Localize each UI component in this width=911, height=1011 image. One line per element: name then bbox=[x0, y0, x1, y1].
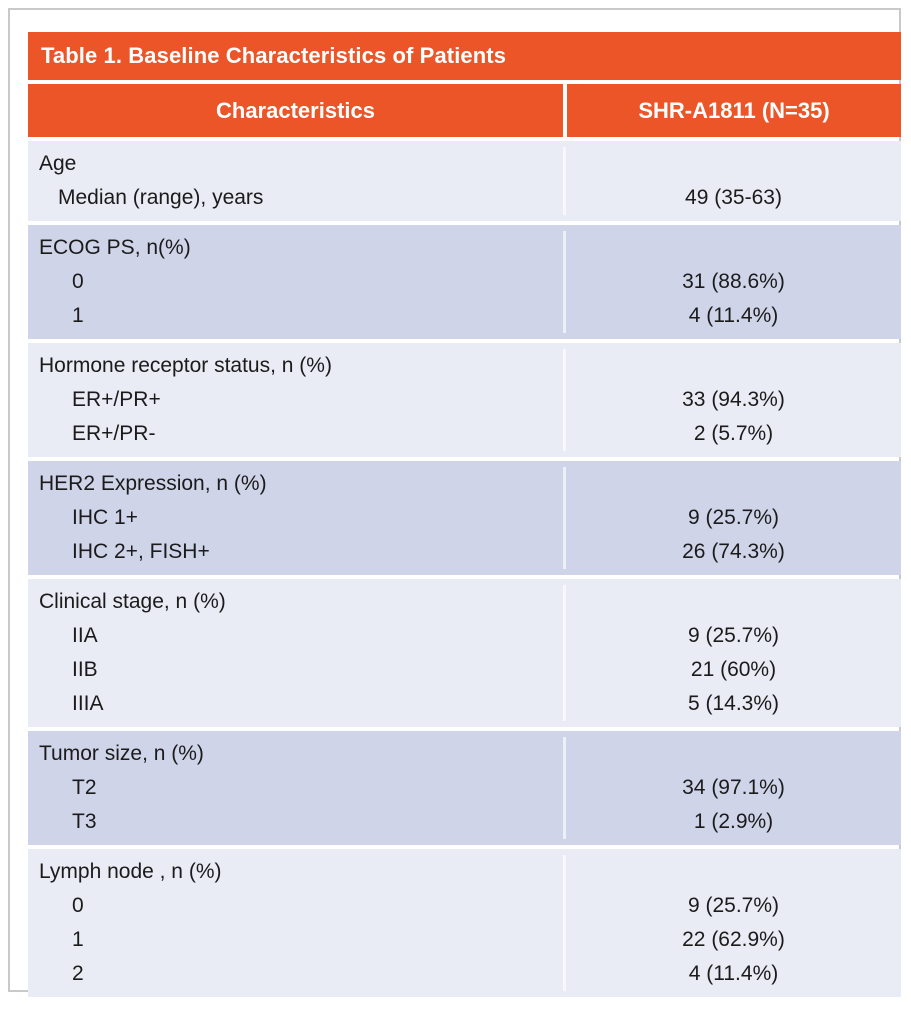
value-cell: 1 (2.9%) bbox=[563, 805, 901, 839]
section-label-row bbox=[28, 855, 901, 889]
section-label: Age bbox=[39, 152, 77, 175]
section-label-row bbox=[28, 349, 901, 383]
characteristic-cell: IIB bbox=[72, 658, 98, 681]
table-title: Table 1. Baseline Characteristics of Patients bbox=[28, 32, 901, 80]
table-section bbox=[28, 343, 901, 457]
table-row bbox=[28, 265, 901, 299]
value-cell: 9 (25.7%) bbox=[563, 501, 901, 535]
table-section bbox=[28, 579, 901, 727]
header-characteristics: Characteristics bbox=[216, 97, 375, 123]
table-row bbox=[28, 923, 901, 957]
characteristic-cell: IIIA bbox=[72, 692, 104, 715]
table-section bbox=[28, 849, 901, 997]
section-label-row bbox=[28, 467, 901, 501]
table-row bbox=[28, 771, 901, 805]
characteristic-cell: ER+/PR+ bbox=[72, 388, 161, 411]
value-cell: 4 (11.4%) bbox=[563, 299, 901, 333]
table-section bbox=[28, 731, 901, 845]
section-label: Hormone receptor status, n (%) bbox=[39, 354, 332, 377]
value-cell: 9 (25.7%) bbox=[563, 889, 901, 923]
value-cell-empty bbox=[563, 349, 901, 383]
value-cell: 31 (88.6%) bbox=[563, 265, 901, 299]
table-row bbox=[28, 687, 901, 721]
value-cell-empty bbox=[563, 231, 901, 265]
table-row bbox=[28, 299, 901, 333]
section-label: Lymph node , n (%) bbox=[39, 860, 222, 883]
section-label: ECOG PS, n(%) bbox=[39, 236, 191, 259]
section-label: Tumor size, n (%) bbox=[39, 742, 204, 765]
value-cell: 22 (62.9%) bbox=[563, 923, 901, 957]
section-label-row bbox=[28, 737, 901, 771]
table-row bbox=[28, 653, 901, 687]
value-cell: 5 (14.3%) bbox=[563, 687, 901, 721]
value-cell-empty bbox=[563, 737, 901, 771]
table-section bbox=[28, 141, 901, 221]
table-header-row bbox=[28, 84, 901, 137]
section-label: HER2 Expression, n (%) bbox=[39, 472, 267, 495]
table-row bbox=[28, 957, 901, 991]
table-row bbox=[28, 181, 901, 215]
characteristic-cell: Median (range), years bbox=[58, 186, 264, 209]
characteristic-cell: T3 bbox=[72, 810, 97, 833]
value-cell: 4 (11.4%) bbox=[563, 957, 901, 991]
value-cell: 21 (60%) bbox=[563, 653, 901, 687]
table-row bbox=[28, 535, 901, 569]
baseline-characteristics-table bbox=[28, 32, 901, 997]
characteristic-cell: 0 bbox=[72, 270, 84, 293]
section-label-row bbox=[28, 147, 901, 181]
value-cell: 33 (94.3%) bbox=[563, 383, 901, 417]
header-treatment-arm: SHR-A1811 (N=35) bbox=[563, 84, 901, 137]
table-section bbox=[28, 225, 901, 339]
value-cell: 49 (35-63) bbox=[563, 181, 901, 215]
value-cell: 34 (97.1%) bbox=[563, 771, 901, 805]
characteristic-cell: 0 bbox=[72, 894, 84, 917]
value-cell: 26 (74.3%) bbox=[563, 535, 901, 569]
characteristic-cell: 1 bbox=[72, 304, 84, 327]
value-cell-empty bbox=[563, 855, 901, 889]
value-cell-empty bbox=[563, 467, 901, 501]
characteristic-cell: IHC 1+ bbox=[72, 506, 138, 529]
section-label-row bbox=[28, 585, 901, 619]
value-cell-empty bbox=[563, 585, 901, 619]
section-label-row bbox=[28, 231, 901, 265]
characteristic-cell: 2 bbox=[72, 962, 84, 985]
value-cell: 9 (25.7%) bbox=[563, 619, 901, 653]
table-section bbox=[28, 461, 901, 575]
table-sections bbox=[28, 141, 901, 997]
table-row bbox=[28, 383, 901, 417]
characteristic-cell: ER+/PR- bbox=[72, 422, 156, 445]
table-row bbox=[28, 619, 901, 653]
page-frame bbox=[8, 8, 901, 992]
value-cell-empty bbox=[563, 147, 901, 181]
table-row bbox=[28, 805, 901, 839]
characteristic-cell: IIA bbox=[72, 624, 98, 647]
characteristic-cell: IHC 2+, FISH+ bbox=[72, 540, 210, 563]
value-cell: 2 (5.7%) bbox=[563, 417, 901, 451]
table-row bbox=[28, 501, 901, 535]
table-row bbox=[28, 889, 901, 923]
characteristic-cell: T2 bbox=[72, 776, 97, 799]
section-label: Clinical stage, n (%) bbox=[39, 590, 226, 613]
characteristic-cell: 1 bbox=[72, 928, 84, 951]
table-row bbox=[28, 417, 901, 451]
